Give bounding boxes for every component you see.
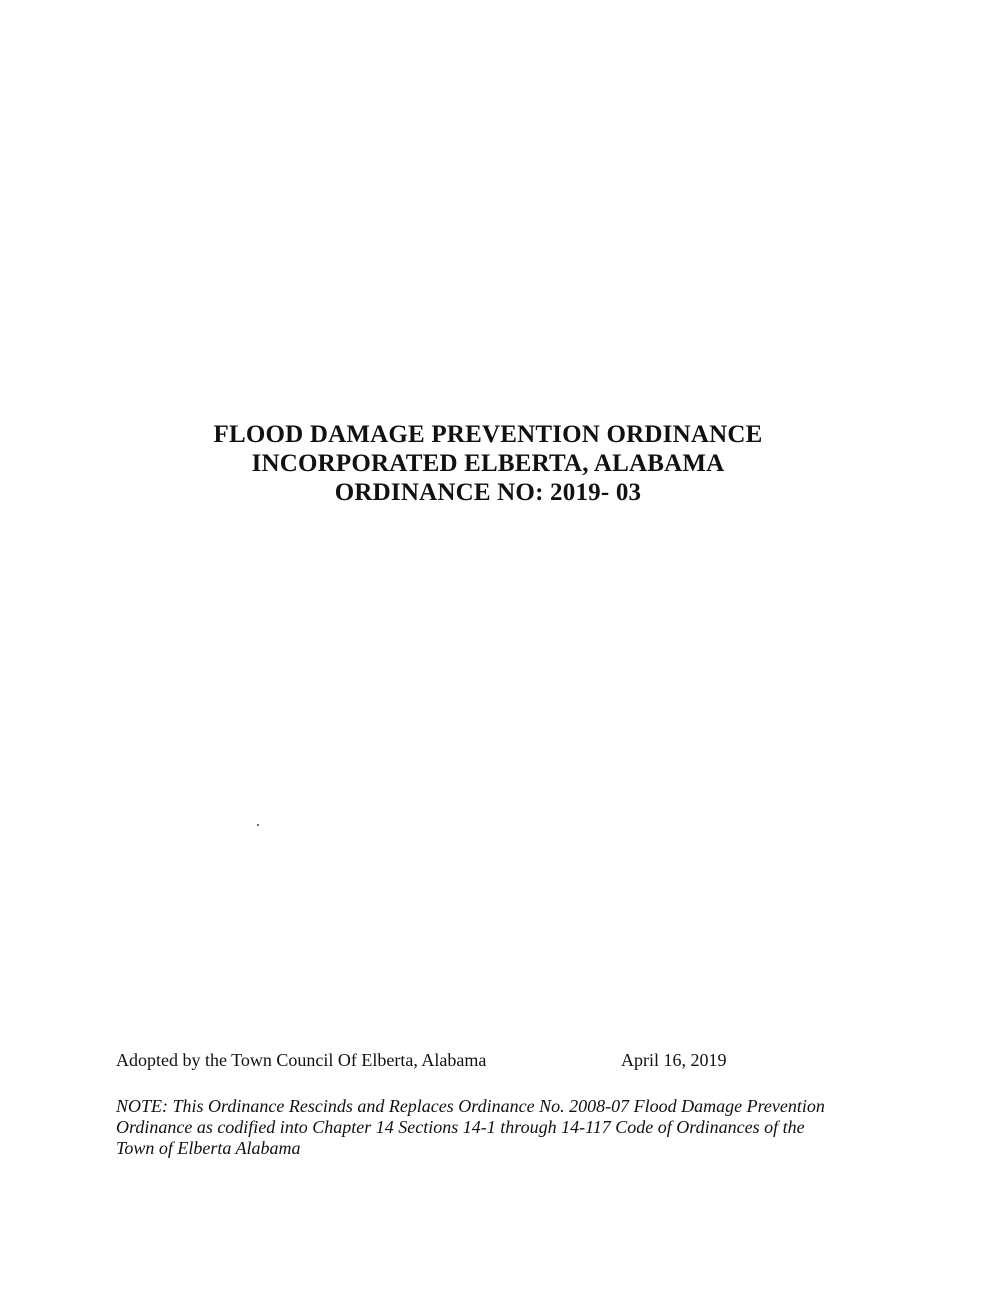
title-line-3: ORDINANCE NO: 2019- 03 <box>334 479 642 506</box>
ordinance-title <box>0 420 976 507</box>
adopted-by-text: Adopted by the Town Council Of Elberta, Alabama <box>116 1050 487 1070</box>
ordinance-note <box>116 1096 876 1159</box>
scan-artifact-dot <box>257 824 259 826</box>
title-line-1: FLOOD DAMAGE PREVENTION ORDINANCE <box>213 421 763 448</box>
title-line-2: INCORPORATED ELBERTA, ALABAMA <box>251 450 725 477</box>
adoption-line <box>116 1049 856 1073</box>
note-line-2: Ordinance as codified into Chapter 14 Sections 14-1 through 14-117 Code of Ordinances of the <box>116 1117 805 1137</box>
note-line-3: Town of Elberta Alabama <box>116 1138 301 1158</box>
adopted-date: April 16, 2019 <box>621 1050 727 1070</box>
note-line-1: NOTE: This Ordinance Rescinds and Replaces Ordinance No. 2008-07 Flood Damage Prevention <box>116 1096 825 1116</box>
